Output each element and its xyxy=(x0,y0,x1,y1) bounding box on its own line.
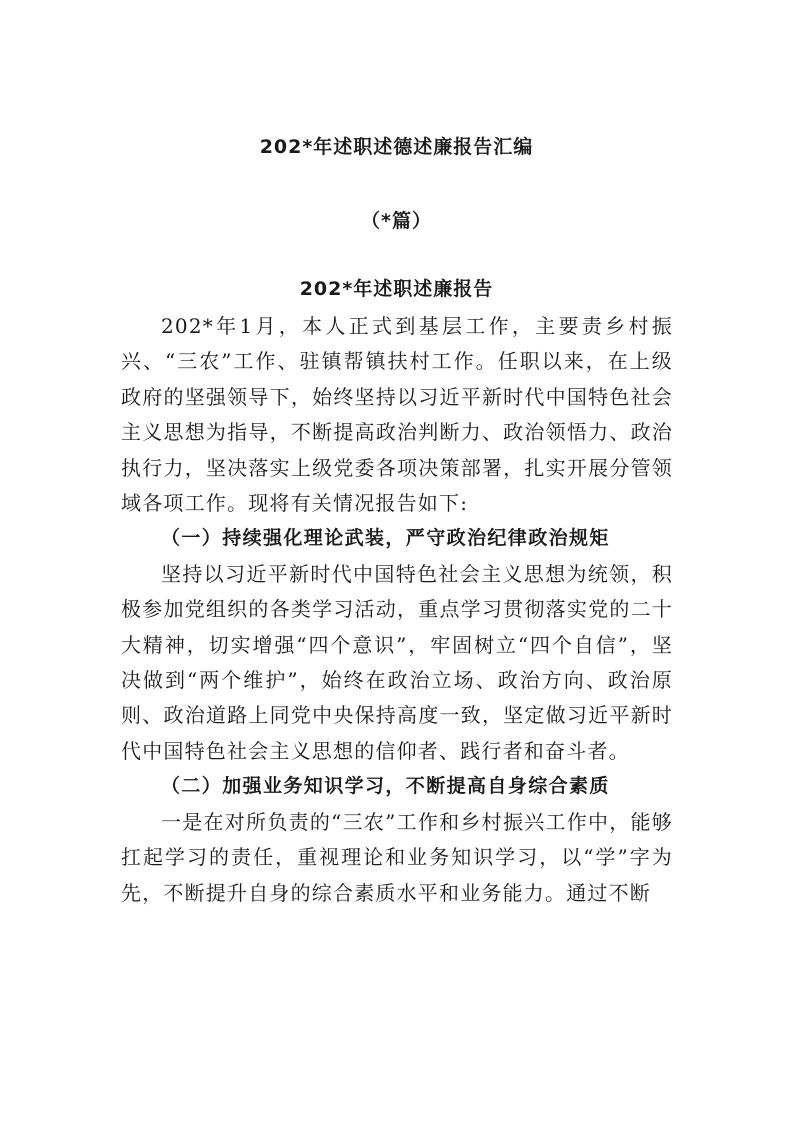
intro-paragraph: 202*年1月，本人正式到基层工作，主要责乡村振兴、“三农”工作、驻镇帮镇扶村工作。任职以来，在上级政府的坚强领导下，始终坚持以习近平新时代中国特色社会主义思想为指导，不断提高政治判断力、政治领悟力、政治执行力，坚决落实上级党委各项决策部署，扎实开展分管领域各项工作。现将有关情况报告如下: xyxy=(121,314,673,516)
section-heading-1: （一）持续强化理论武装，严守政治纪律政治规矩 xyxy=(161,527,610,550)
section-heading-2: （二）加强业务知识学习，不断提高自身综合素质 xyxy=(161,775,610,798)
section-1-paragraph: 坚持以习近平新时代中国特色社会主义思想为统领，积极参加党组织的各类学习活动，重点学习贯彻落实党的二十大精神，切实增强“四个意识”，牢固树立“四个自信”，坚决做到“两个维护”，始终在政治立场、政治方向、政治原则、政治道路上同党中央保持高度一致，坚定做习近平新时代中国特色社会主义思想的信仰者、践行者和奋斗者。 xyxy=(121,561,673,763)
document-title: 202*年述职述德述廉报告汇编 xyxy=(259,136,534,158)
report-title: 202*年述职述廉报告 xyxy=(299,278,494,300)
report-body xyxy=(121,309,673,911)
section-2-paragraph: 一是在对所负责的“三农”工作和乡村振兴工作中，能够扛起学习的责任，重视理论和业务知识学习，以“学”字为先，不断提升自身的综合素质水平和业务能力。通过不断 xyxy=(121,809,673,905)
document-subtitle: （*篇） xyxy=(361,210,432,232)
